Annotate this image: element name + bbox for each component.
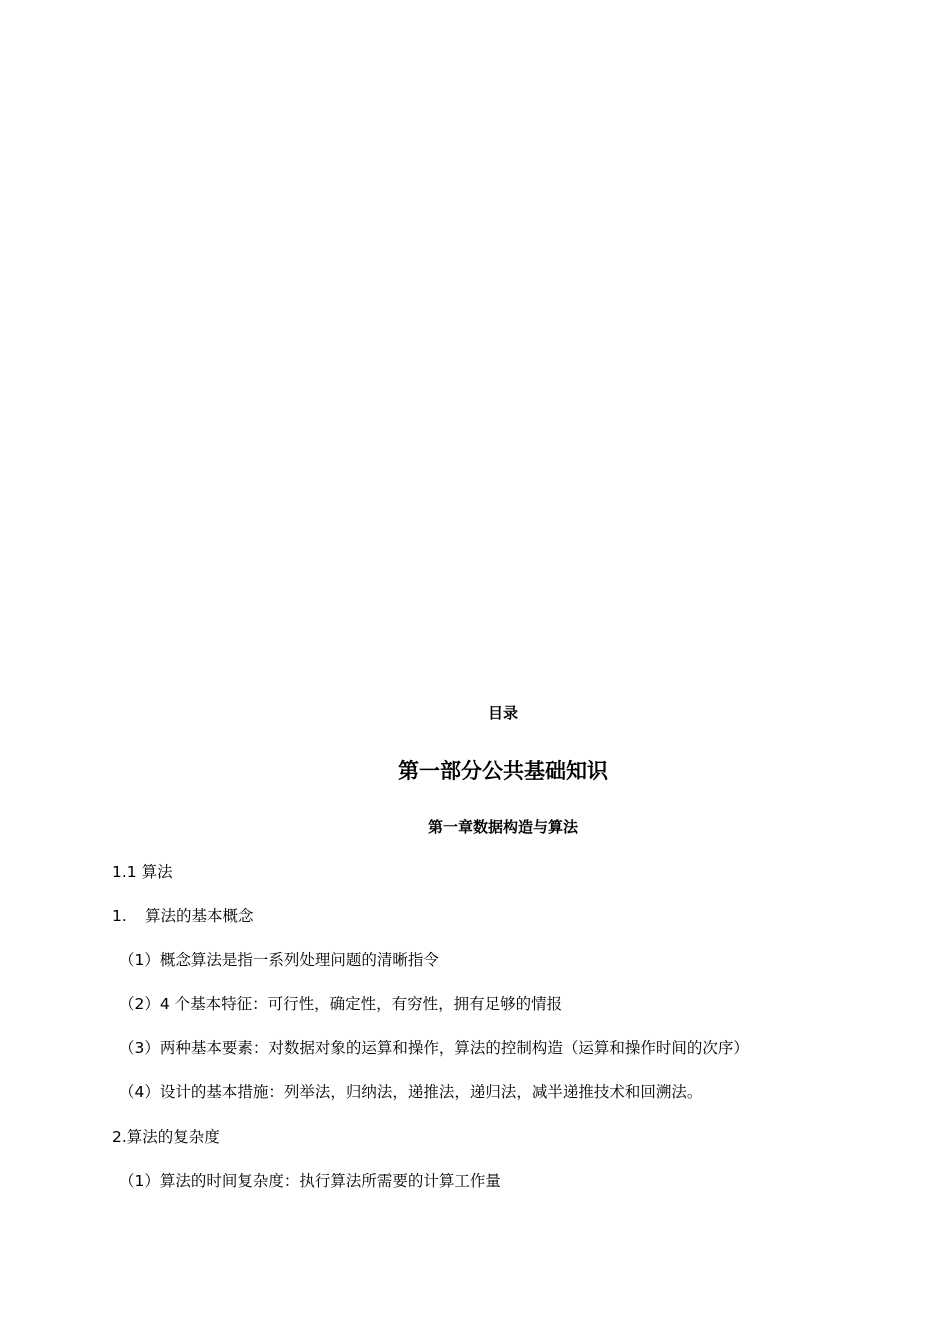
sub-item: （1）算法的时间复杂度：执行算法所需要的计算工作量: [119, 1172, 501, 1190]
toc-title: 目录: [487, 704, 518, 722]
list-item-text: 算法的基本概念: [145, 907, 254, 925]
section-heading: 1.1 算法: [112, 863, 173, 881]
sub-item: （1）概念算法是指一系列处理问题的清晰指令: [119, 951, 439, 969]
sub-item: （3）两种基本要素：对数据对象的运算和操作，算法的控制构造（运算和操作时间的次序）: [119, 1039, 749, 1057]
sub-item: （4）设计的基本措施：列举法，归纳法，递推法，递归法，减半递推技术和回溯法。: [119, 1083, 703, 1101]
part-title: 第一部分公共基础知识: [398, 759, 608, 783]
list-item: 2.算法的复杂度: [112, 1128, 220, 1146]
sub-item: （2）4 个基本特征：可行性，确定性，有穷性，拥有足够的情报: [119, 995, 563, 1013]
list-item-number: 1.: [112, 907, 127, 925]
chapter-title: 第一章数据构造与算法: [427, 818, 578, 836]
list-item: [112, 904, 254, 926]
